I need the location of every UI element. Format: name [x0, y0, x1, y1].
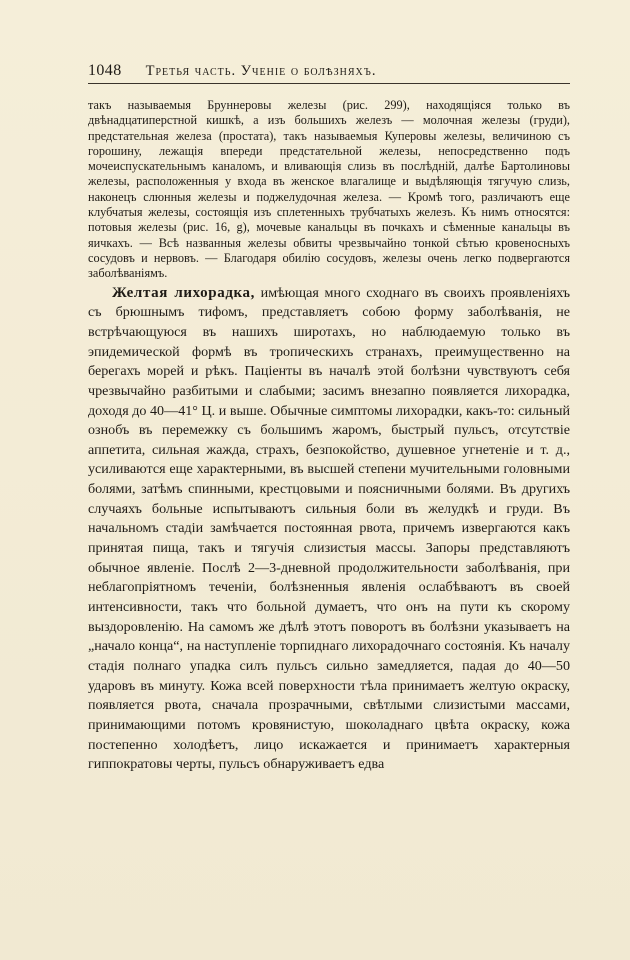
section-text: имѣющая много сходнаго въ своихъ проявленіяхъ съ брюшнымъ тифомъ, представляетъ собою форму заболѣванія, не встрѣчающуюся въ нашихъ широтахъ, но наблюдаемую только въ эпидемической формѣ въ тропическихъ странахъ, преимущественно на берегахъ морей и рѣкъ. Паціенты въ началѣ этой болѣзни чувствуютъ себя чрезвычайно разбитыми и слабыми; засимъ внезапно появляется лихорадка, доходя до 40—41° Ц. и выше. Обычные симптомы лихорадки, какъ-то: сильный ознобъ въ перемежку съ большимъ жаромъ, быстрый пульсъ, отсутствіе аппетита, сильная жажда, страхъ, безпокойство, душевное угнетеніе и т. д., усиливаются еще характерными, въ высшей степени мучительными головными болями, затѣмъ спинными, крестцовыми и поясничными болями. Въ другихъ случаяхъ больные испытываютъ сильныя боли въ желудкѣ и груди. Въ начальномъ стадіи замѣчается постоянная рвота, причемъ извергаются какъ принятая пища, такъ и тягучія слизистыя массы. Запоры представляютъ обычное явленіе. Послѣ 2—3-дневной продолжительности заболѣванія, при неблагопріятномъ теченіи, болѣзненныя явленія ослабѣваютъ въ своей интенсивности, такъ что больной думаетъ, что онъ на пути къ скорому выздоровленію. На самомъ же дѣлѣ этотъ поворотъ въ болѣзни указываетъ на „начало конца“, на наступленіе торпиднаго лихорадочнаго состоянія. Къ началу стадія полнаго упадка силъ пульсъ сильно замедляется, падая до 40—50 ударовъ въ минуту. Кожа всей поверхности тѣла принимаетъ желтую окраску, появляется рвота, сначала прозрачными, свѣтлыми слизистыми массами, принимающими потомъ кровянистую, шоколаднаго цвѣта окраску, кожа постепенно холодѣетъ, лицо искажается и принимаетъ характерныя гиппократовы черты, пульсъ обнаруживаетъ едва — [88, 284, 570, 773]
paragraph-glands: такъ называемыя Бруннеровы железы (рис. 299), находящіяся только въ двѣнадцатиперстной кишкѣ, а изъ большихъ железъ — молочная железы (груди), предстательная железа (простата), такъ называемыя Куперовы железы, величиною съ горошину, лежащія впереди предстательной железы, непосредственно подъ мочеиспускательнымъ каналомъ, и вливающія слизь въ послѣдній, далѣе Бартолиновы железы, расположенныя у входа въ женское влагалище и выдѣляющія тягучую слизь, наконецъ слюнныя железы и поджелудочная железа. — Кромѣ того, различаютъ еще клубчатыя железы, состоящія изъ сплетенныхъ трубчатыхъ железъ. Къ нимъ относятся: потовыя железы (рис. 16, g), мочевые канальцы въ почкахъ и сѣменные канальцы въ яичкахъ. — Всѣ названныя железы обвиты чрезвычайно тонкой сѣтью кровеносныхъ сосудовъ и нервовъ. — Благодаря обилію сосудовъ, железы очень легко подвергаются заболѣваніямъ. — [88, 98, 570, 281]
header-rule — [88, 83, 570, 84]
paragraph-yellow-fever — [88, 284, 570, 775]
page-header — [88, 62, 570, 80]
section-heading: Желтая лихорадка, — [112, 284, 255, 301]
page-body — [88, 98, 570, 775]
running-head: Третья часть. Ученіе о болѣзняхъ. — [145, 63, 377, 79]
page-number: 1048 — [88, 62, 122, 79]
